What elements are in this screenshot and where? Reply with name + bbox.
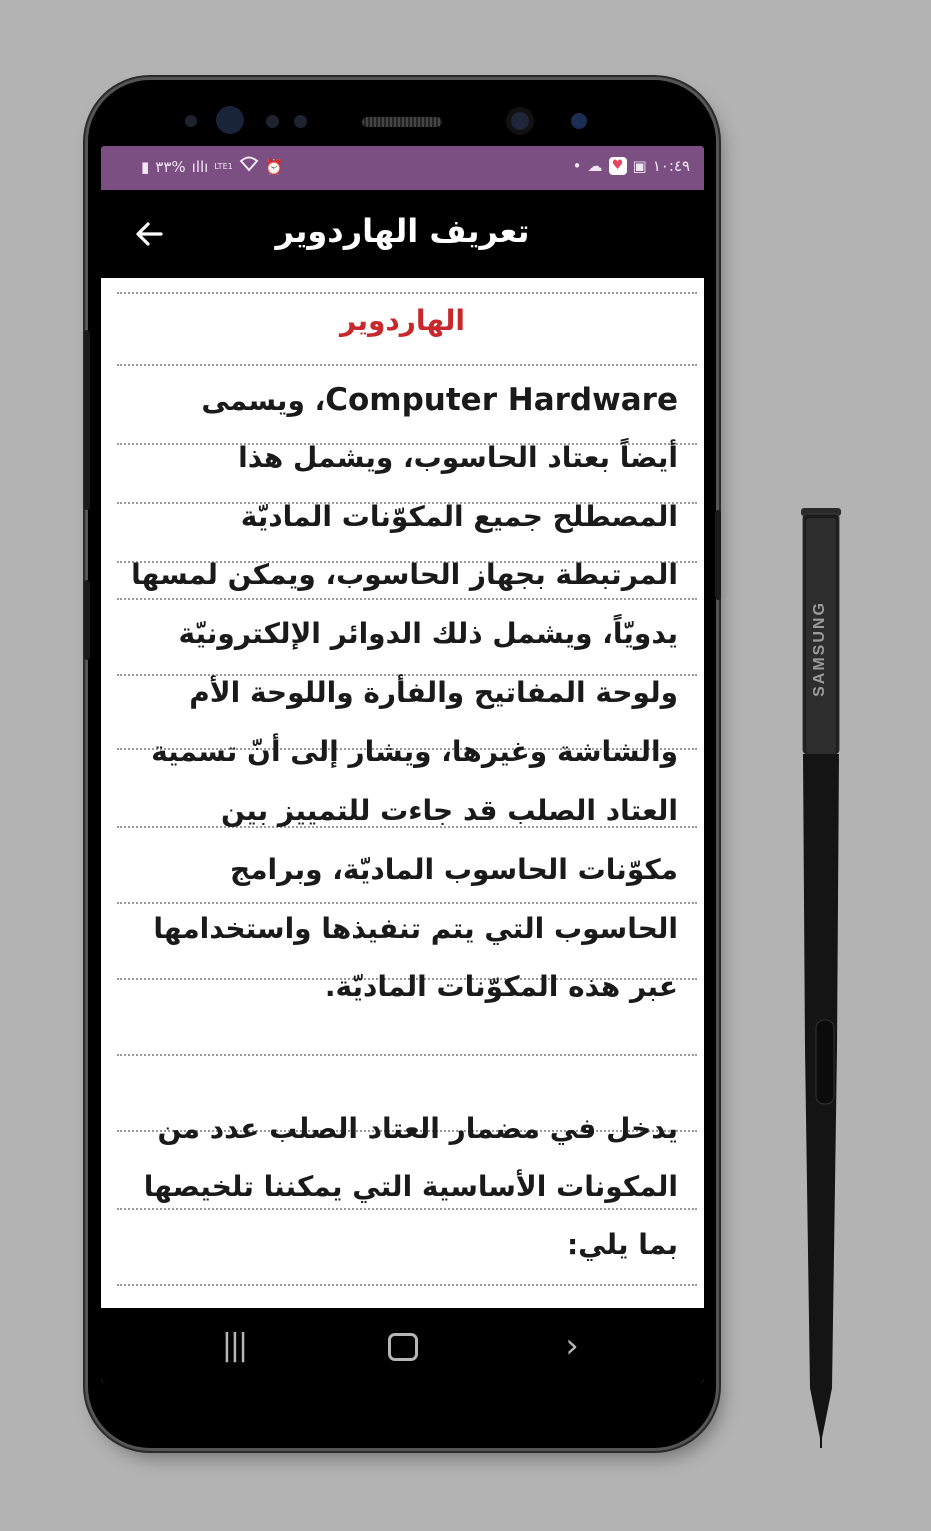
pen-brand: SAMSUNG	[811, 601, 828, 697]
article-heading: الهاردوير	[340, 304, 465, 337]
back-button[interactable]	[129, 214, 169, 254]
paragraph-line: ولوحة المفاتيح والفأرة واللوحة الأم	[189, 676, 678, 709]
image-icon: ▣	[632, 157, 647, 175]
heart-app-icon: ♥	[609, 157, 627, 175]
home-icon	[388, 1333, 418, 1361]
status-time: ١٠:٤٩	[652, 157, 690, 175]
divider	[117, 598, 697, 600]
wifi-icon	[239, 156, 259, 177]
latin-term: Computer Hardware	[325, 382, 678, 418]
app-bar	[101, 190, 704, 278]
paragraph-line: أيضاً بعتاد الحاسوب، ويشمل هذا	[238, 441, 678, 474]
volume-button	[84, 330, 90, 510]
battery-percent: ٣٣%	[155, 157, 186, 176]
paragraph-line	[118, 382, 678, 418]
navigation-bar	[101, 1308, 704, 1383]
paragraph-line: الحاسوب التي يتم تنفيذها واستخدامها	[153, 912, 678, 945]
line-rest: ، ويسمى	[201, 384, 326, 417]
divider	[117, 1054, 697, 1056]
divider	[117, 1208, 697, 1210]
camera-dot	[571, 113, 587, 129]
phone-screen	[101, 146, 704, 1383]
paragraph-line: المصطلح جميع المكوّنات الماديّة	[240, 500, 678, 533]
divider	[117, 1284, 697, 1286]
divider	[117, 292, 697, 294]
proximity-sensor	[185, 115, 197, 127]
paragraph-line: المرتبطة بجهاز الحاسوب، ويمكن لمسها	[131, 558, 678, 591]
status-bar	[101, 146, 704, 190]
page-title: تعريف الهاردوير	[275, 212, 530, 250]
paragraph-line: مكوّنات الحاسوب الماديّة، وبرامج	[230, 853, 678, 886]
signal-icon: ıllı	[191, 157, 209, 176]
power-button	[715, 510, 721, 600]
paragraph-line: والشاشة وغيرها، ويشار إلى أنّ تسمية	[151, 735, 678, 768]
front-camera	[506, 107, 534, 135]
recents-button[interactable]: |||	[221, 1328, 247, 1363]
divider	[117, 902, 697, 904]
battery-icon: ▮	[141, 157, 150, 176]
paragraph-line: عبر هذه المكوّنات الماديّة.	[324, 970, 678, 1003]
sensor-dot	[266, 115, 279, 128]
volte-icon: LTE1	[214, 161, 233, 171]
paragraph-line: يدويّاً، ويشمل ذلك الدوائر الإلكترونيّة	[178, 617, 678, 650]
dot-icon: •	[572, 157, 582, 175]
home-button[interactable]	[373, 1326, 433, 1366]
paragraph-line: العتاد الصلب قد جاءت للتمييز بين	[221, 794, 678, 827]
cloud-icon: ☁	[587, 157, 603, 175]
status-right-group	[573, 156, 690, 176]
paragraph-line: بما يلي:	[566, 1228, 678, 1261]
sensor-dot	[294, 115, 307, 128]
bixby-button	[84, 580, 90, 660]
iris-sensor	[216, 106, 244, 134]
arrow-left-icon	[134, 219, 164, 249]
status-left-group	[141, 156, 283, 177]
divider	[117, 364, 697, 366]
alarm-icon: ⏰	[264, 157, 284, 176]
earpiece-speaker	[362, 117, 442, 127]
paragraph-line: المكونات الأساسية التي يمكننا تلخيصها	[143, 1170, 678, 1203]
article-content	[101, 278, 704, 1308]
nav-back-button[interactable]: ›	[565, 1326, 579, 1366]
paragraph-line: يدخل في مضمار العتاد الصلب عدد من	[157, 1112, 678, 1145]
